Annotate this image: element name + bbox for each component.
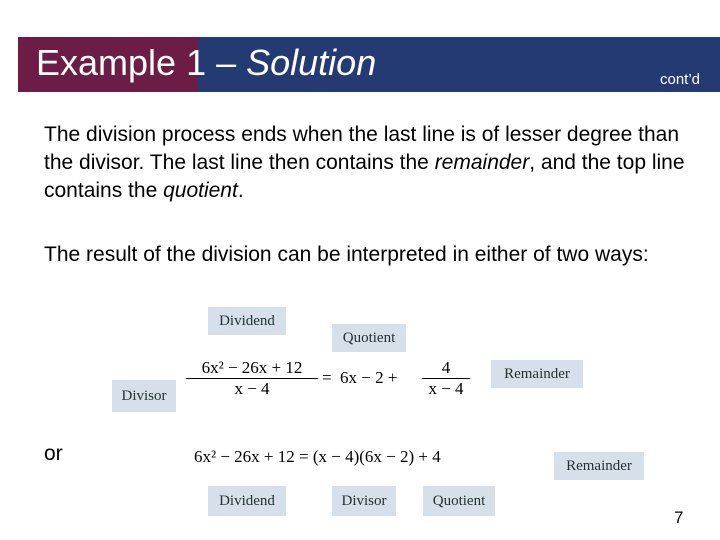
p1-remainder-term: remainder bbox=[434, 151, 530, 174]
p1-text-e: . bbox=[237, 179, 244, 202]
remainder-denominator: x − 4 bbox=[428, 379, 464, 398]
quotient-expression: 6x − 2 + bbox=[340, 368, 398, 387]
continued-label: cont’d bbox=[660, 71, 701, 88]
divisor-label: Divisor bbox=[112, 380, 176, 412]
title-italic-text: Solution bbox=[246, 42, 377, 83]
quotient-label: Quotient bbox=[332, 324, 406, 352]
p1-text-c: , and the top line contains the bbox=[44, 151, 685, 202]
p1-quotient-term: quotient bbox=[163, 179, 238, 202]
equals-sign: = bbox=[322, 368, 332, 387]
fraction-numerator: 6x² − 26x + 12 bbox=[201, 358, 303, 377]
product-equation: 6x² − 26x + 12 = (x − 4)(6x − 2) + 4 bbox=[194, 447, 441, 466]
p1-text-a: The division process ends when the last line is of lesser degree than the divisor. The last line then contains the bbox=[44, 123, 680, 174]
divisor-label-2: Divisor bbox=[332, 486, 396, 516]
slide-title bbox=[36, 42, 376, 84]
or-text: or bbox=[44, 442, 63, 465]
quotient-label-2: Quotient bbox=[423, 486, 495, 516]
page-number: 7 bbox=[674, 508, 684, 527]
paragraph-division-process bbox=[44, 121, 694, 205]
title-text: Example 1 – bbox=[36, 42, 247, 83]
remainder-fraction bbox=[422, 358, 470, 399]
remainder-numerator: 4 bbox=[441, 358, 451, 377]
remainder-label: Remainder bbox=[491, 360, 583, 388]
dividend-label: Dividend bbox=[208, 307, 286, 335]
fraction-denominator: x − 4 bbox=[234, 379, 270, 398]
dividend-label-2: Dividend bbox=[208, 486, 286, 516]
dividend-over-divisor-fraction bbox=[186, 358, 318, 399]
paragraph-interpretation: The result of the division can be interpreted in either of two ways: bbox=[44, 243, 649, 266]
remainder-label-2: Remainder bbox=[554, 452, 644, 480]
